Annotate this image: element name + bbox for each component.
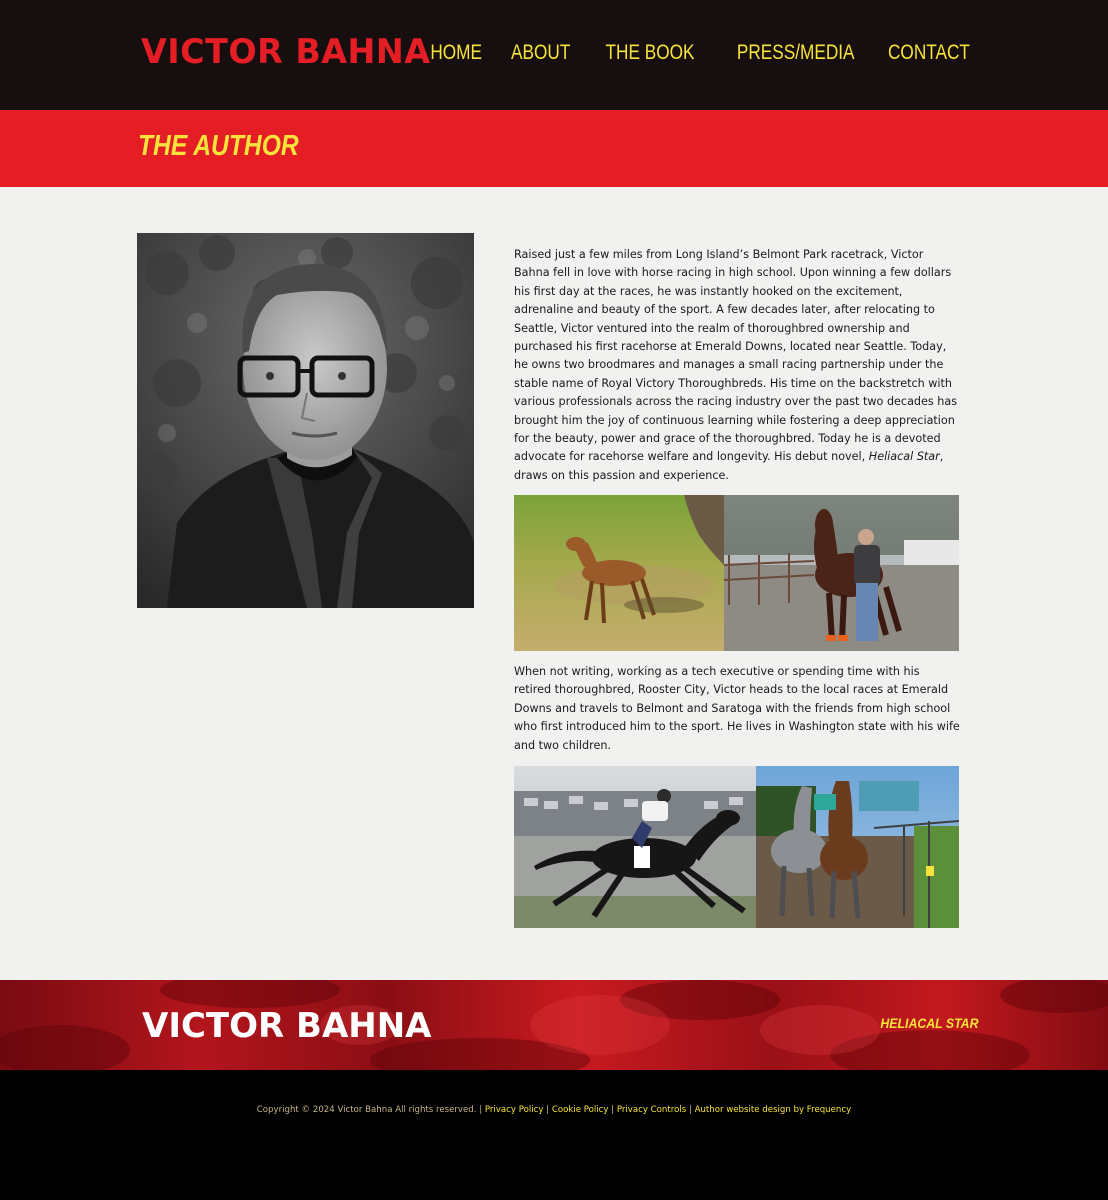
main-content — [0, 187, 1108, 980]
book-title: Heliacal Star — [868, 450, 940, 464]
site-header — [0, 0, 1108, 110]
foal-and-horse-photo — [514, 495, 959, 651]
cookie-policy-link[interactable]: Cookie Policy — [551, 1105, 609, 1115]
site-footer — [0, 1070, 1108, 1200]
nav-home[interactable]: HOME — [429, 41, 482, 64]
privacy-controls-link[interactable]: Privacy Controls — [616, 1105, 687, 1115]
page-title: THE AUTHOR — [138, 130, 299, 162]
bio-paragraph-1-text: Raised just a few miles from Long Island’s Belmont Park racetrack, Victor Bahna fell in love with horse racing in high school. Upon winning a few dollars his first day at the races, he was instantly hooked on the excitement, adrenaline and beauty of the sport. A few decades later, after relocating to Seattle, Victor ventured into the realm of thoroughbred ownership and purchased his first racehorse at Emerald Downs, located near Seattle. Today, he owns two broodmares and manages a small racing partnership under the stable name of Royal Victory Thoroughbreds. His time on the backstretch with various professionals across the racing industry over the past two decades has brought him the joy of continuous learning while fostering a deep appreciation for the beauty, power and grace of the thoroughbred. Today he is a devoted advocate for racehorse welfare and longevity. His debut novel, — [514, 248, 958, 464]
bio-paragraph-2: When not writing, working as a tech executive or spending time with his retired thoroughbred, Rooster City, Victor heads to the local races at Emerald Downs and travels to Belmont and Saratoga with the friends from high school who first introduced him to the sport. He lives in Washington state with his wife and two children. — [514, 665, 960, 752]
page-banner — [0, 110, 1108, 187]
copyright-text: Copyright © 2024 Victor Bahna All rights reserved. — [256, 1105, 477, 1115]
footer-banner — [0, 980, 1108, 1070]
nav-about[interactable]: ABOUT — [510, 41, 570, 64]
bio-paragraph-1-end: , draws on this passion and experience. — [514, 450, 944, 482]
site-logo[interactable]: VICTOR BAHNA — [141, 32, 431, 72]
designer-credit-link[interactable]: Author website design by Frequency — [694, 1105, 852, 1115]
nav-press-media[interactable]: PRESS/MEDIA — [736, 41, 855, 64]
privacy-policy-link[interactable]: Privacy Policy — [484, 1105, 544, 1115]
footer-legal: Copyright © 2024 Victor Bahna All rights reserved. | Privacy Policy | Cookie Policy | Privacy Controls | Author website design by Frequency — [256, 1105, 852, 1115]
nav-the-book[interactable]: THE BOOK — [605, 41, 695, 64]
main-nav — [419, 41, 970, 65]
footer-logo[interactable]: VICTOR BAHNA — [142, 1006, 432, 1046]
author-portrait — [137, 233, 474, 608]
racehorse-and-paddock-photo — [514, 766, 959, 928]
footer-book-link[interactable]: HELIACAL STAR — [879, 1015, 978, 1031]
bio-paragraph-1 — [514, 246, 960, 485]
nav-contact[interactable]: CONTACT — [888, 41, 970, 64]
